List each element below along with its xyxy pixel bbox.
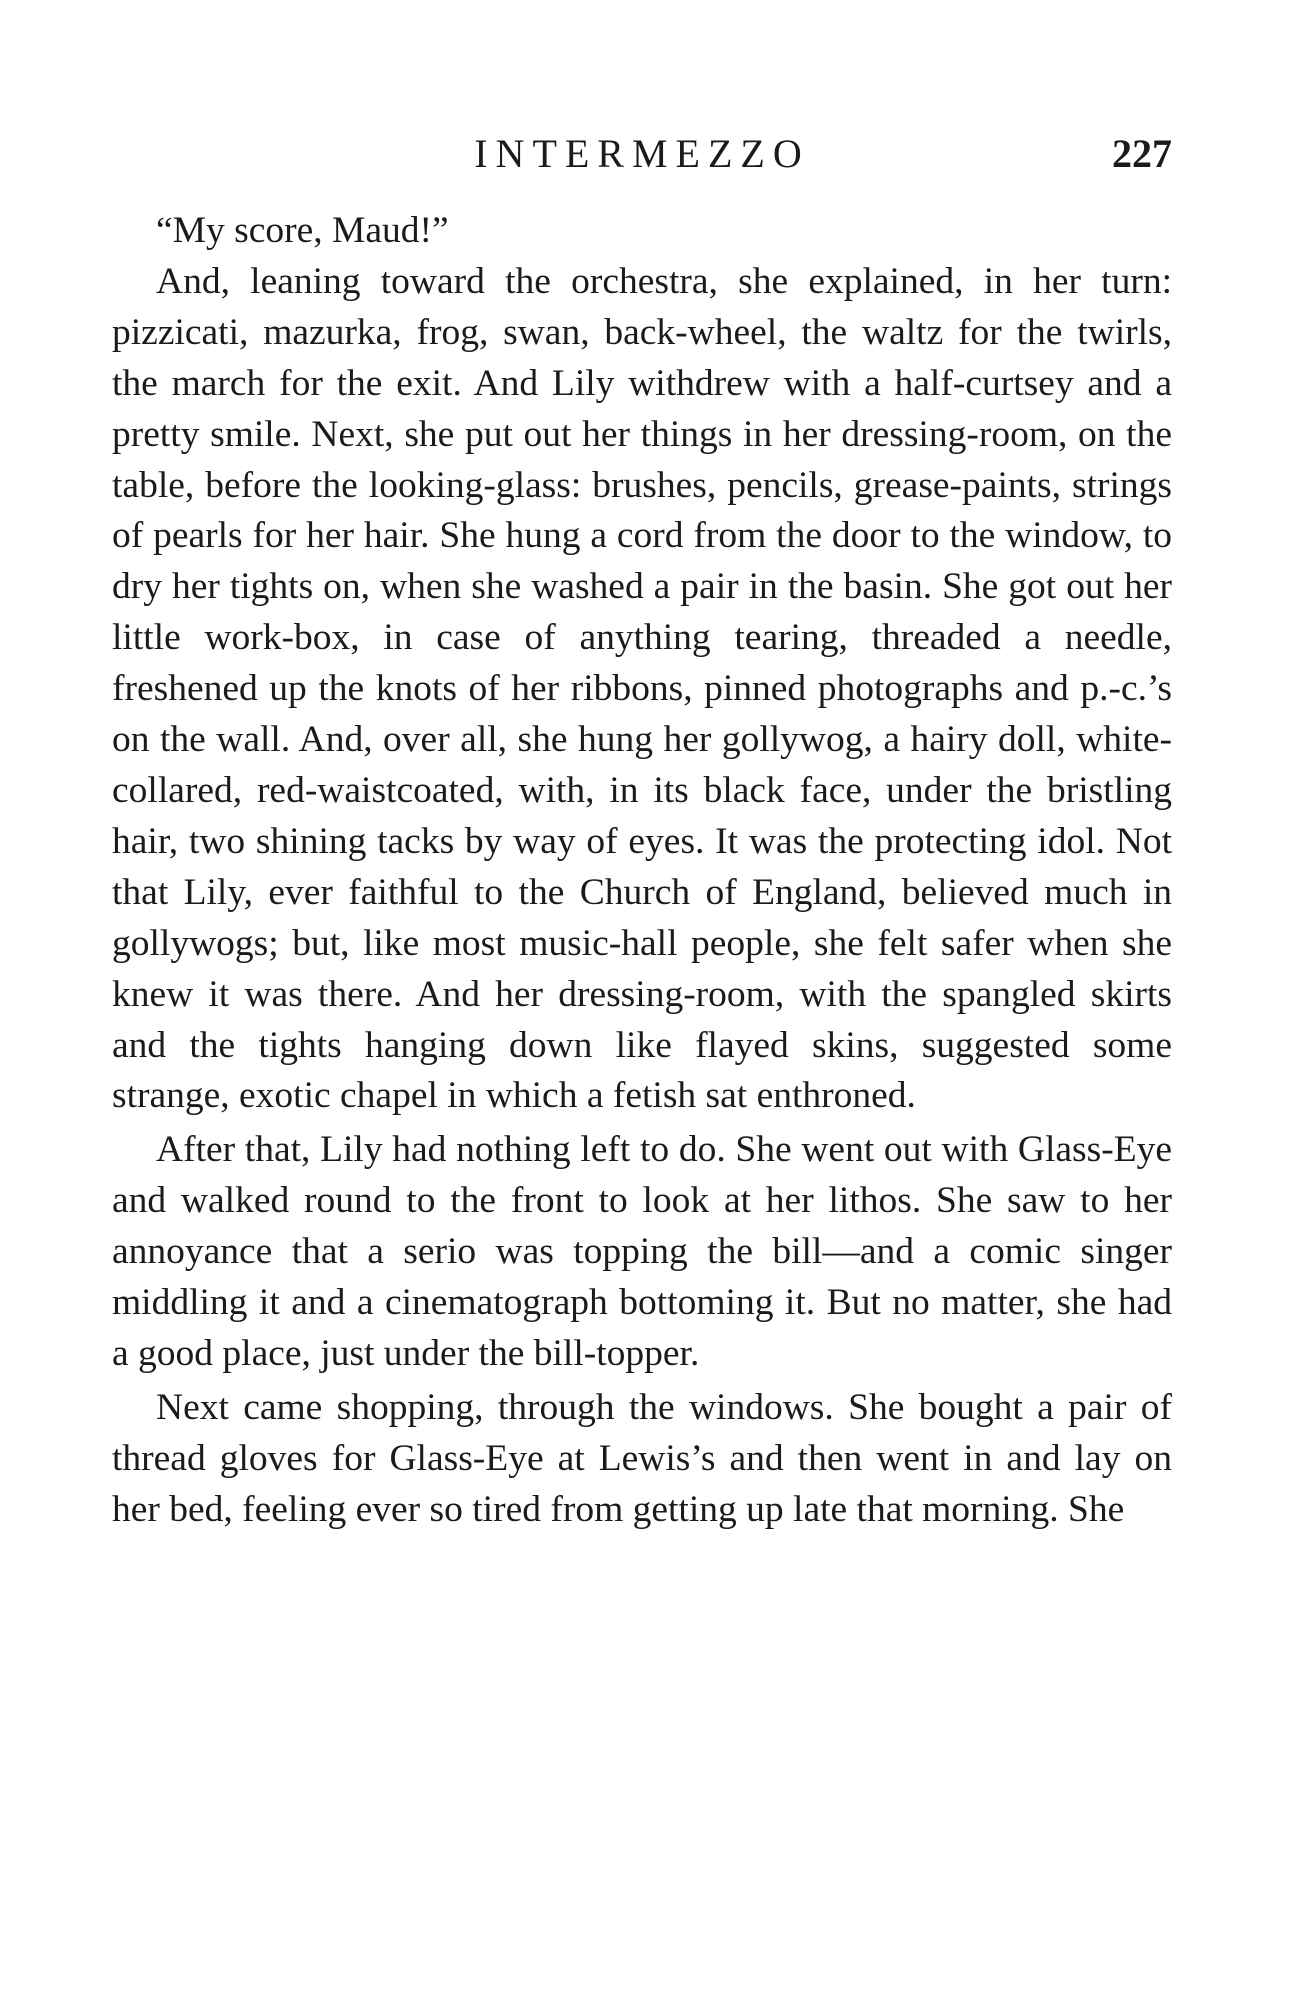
page-number: 227 [1112, 131, 1172, 176]
paragraph: And, leaning toward the orchestra, she explained, in her turn: pizzicati, mazurka, frog, swan, back-wheel, the waltz for the twirls, the march for the exit. And Lily withdrew with a half-curtsey and a pretty smile. Next, she put out her things in her dressing-room, on the table, before the looking-glass: brushes, pencils, grease-paints, strings of pearls for her hair. She hung a cord from the door to the window, to dry her tights on, when she washed a pair in the basin. She got out her little work-box, in case of anything tearing, threaded a needle, freshened up the knots of her ribbons, pinned photographs and p.-c.’s on the wall. And, over all, she hung her gollywog, a hairy doll, white-collared, red-waistcoated, with, in its black face, under the bristling hair, two shining tacks by way of eyes. It was the protecting idol. Not that Lily, ever faithful to the Church of England, believed much in gollywogs; but, like most music-hall people, she felt safer when she knew it was there. And her dressing-room, with the spangled skirts and the tights hanging down like flayed skins, suggested some strange, exotic chapel in which a fetish sat enthroned. [112, 260, 1172, 1117]
paragraph: Next came shopping, through the windows. She bought a pair of thread gloves for Glass-Eye at Lewis’s and then went in and lay on her bed, feeling ever so tired from getting up late that morning. She [112, 1386, 1172, 1530]
running-head [112, 124, 1172, 184]
body-text [112, 206, 1172, 1536]
paragraph: After that, Lily had nothing left to do. She went out with Glass-Eye and walked round to the front to look at her lithos. She saw to her annoyance that a serio was topping the bill—and a comic singer middling it and a cinematograph bottoming it. But no matter, she had a good place, just under the bill-topper. [112, 1129, 1172, 1374]
chapter-title: INTERMEZZO [474, 131, 810, 176]
paragraph: “My score, Maud!” [156, 210, 449, 251]
